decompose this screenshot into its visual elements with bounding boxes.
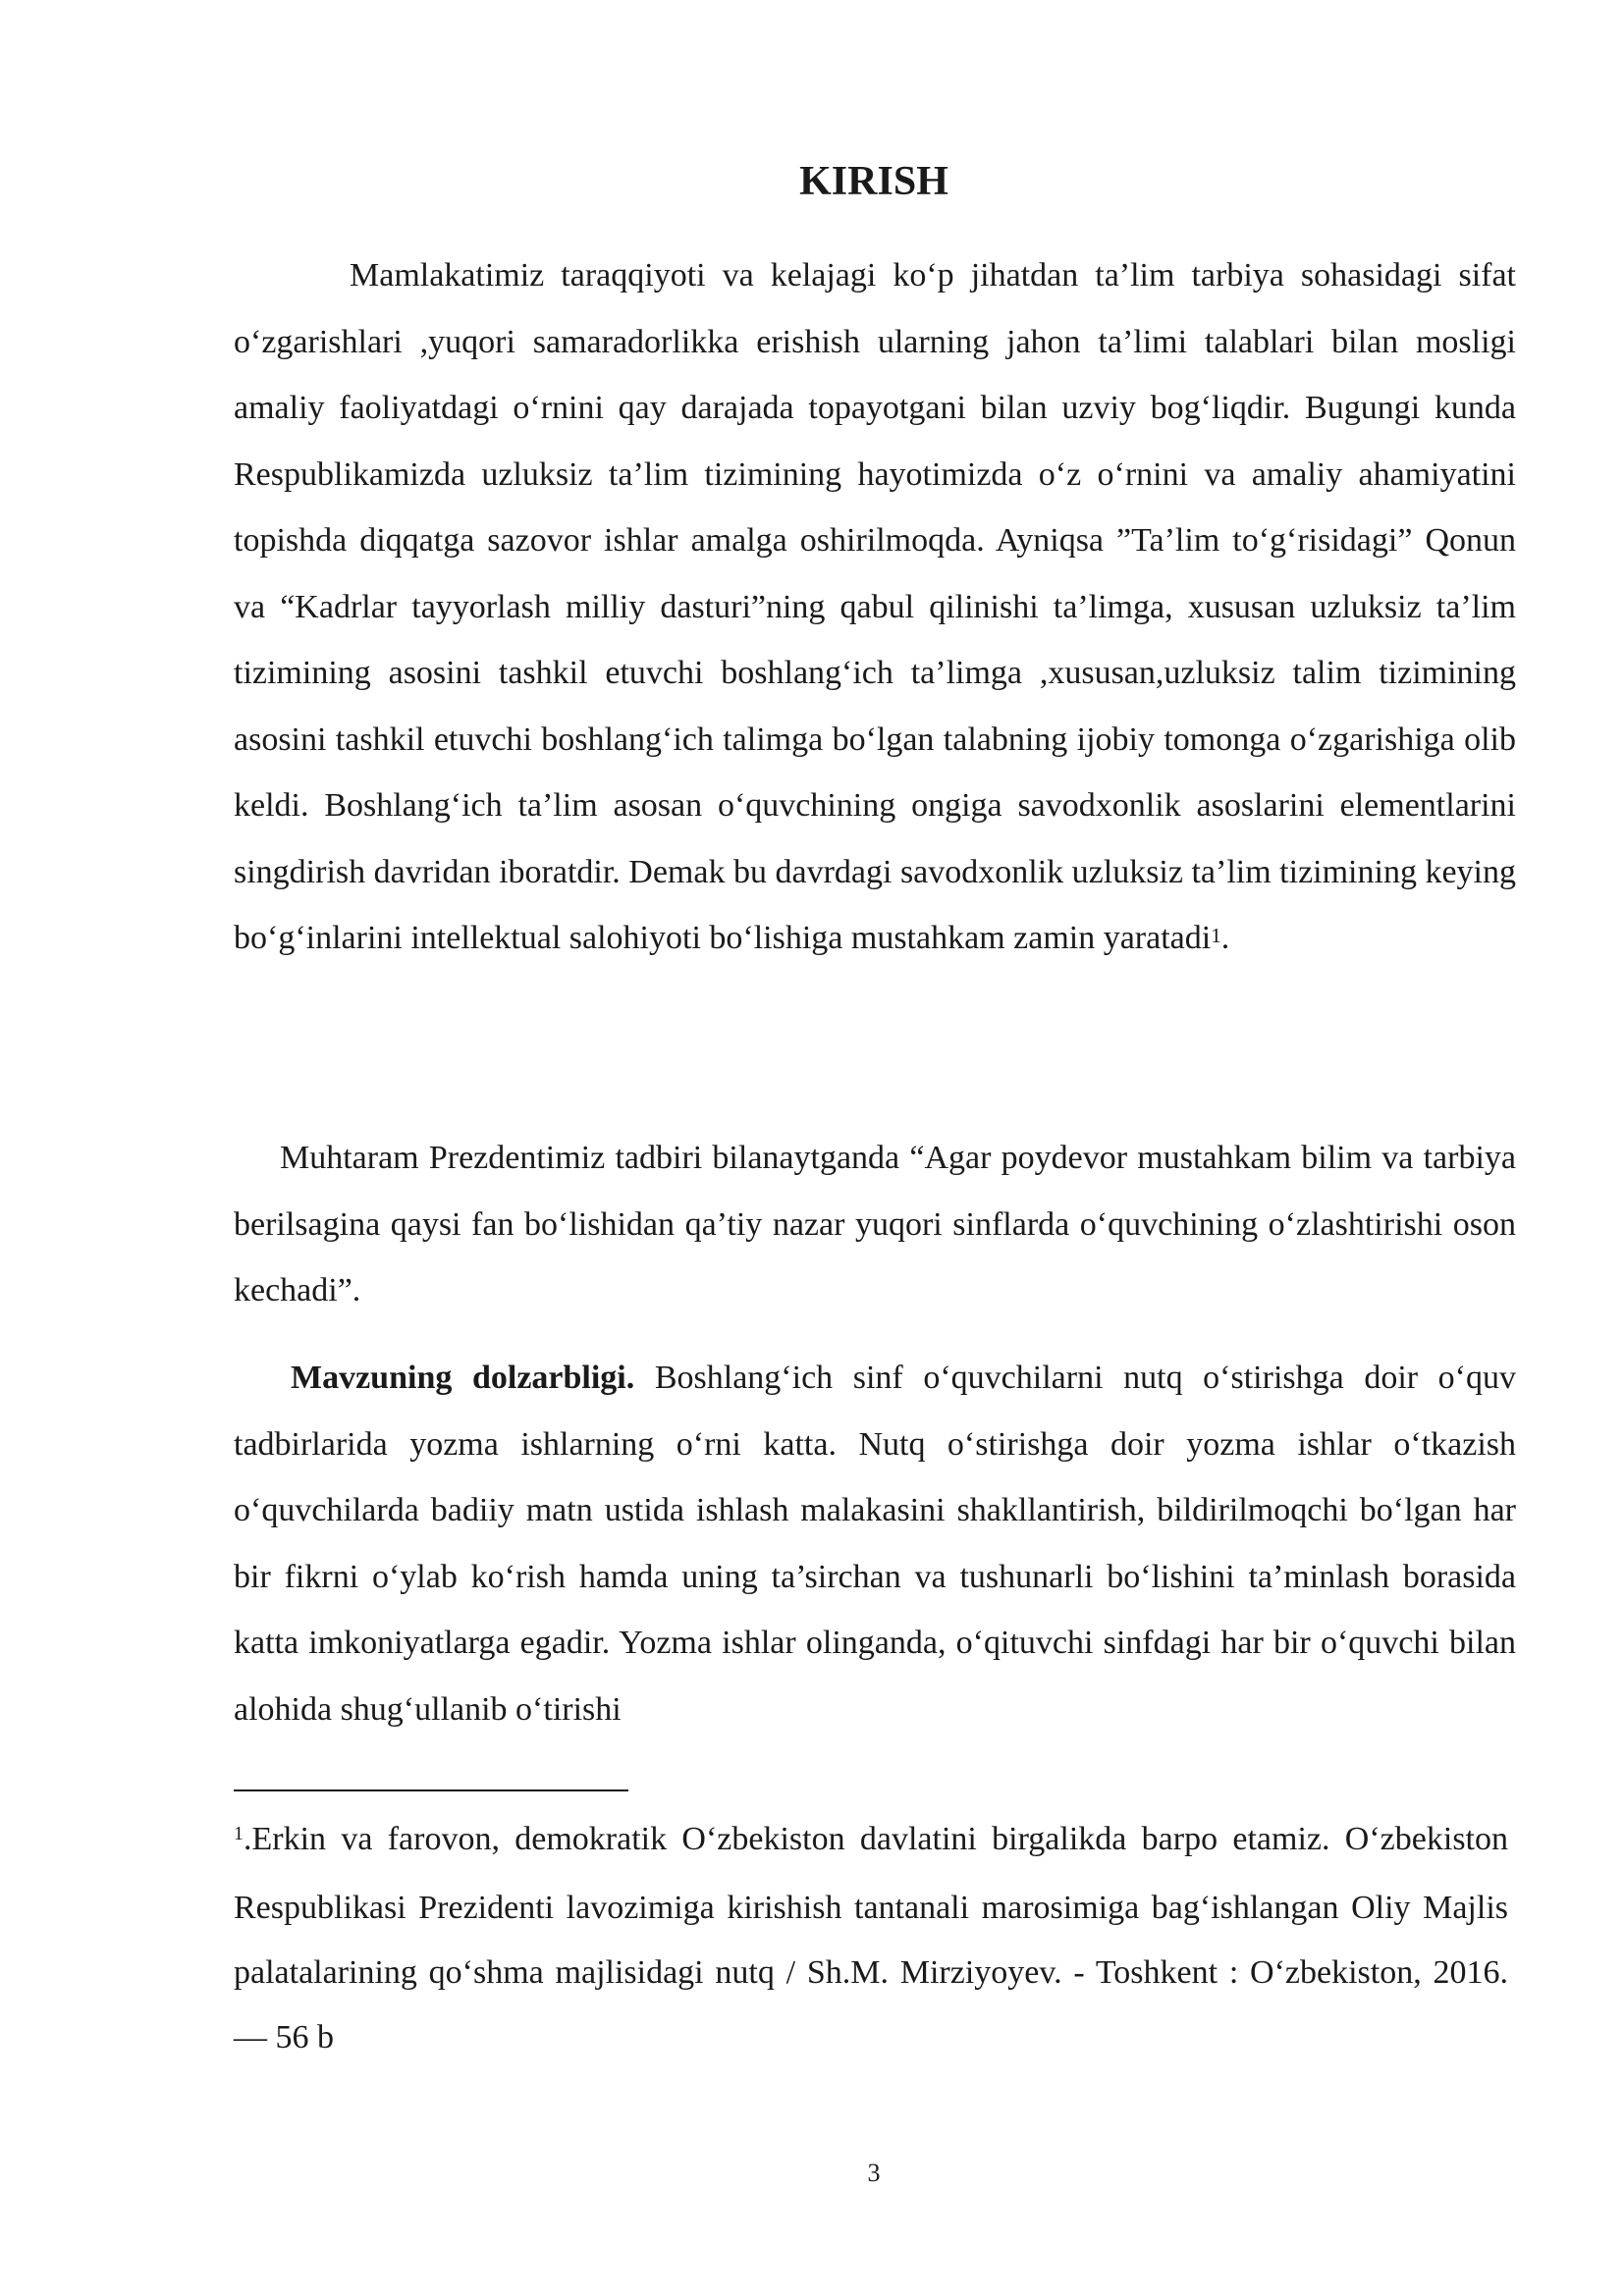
footnote-mark: 1: [234, 1823, 244, 1844]
footnote-reference[interactable]: 1: [1211, 924, 1221, 947]
relevance-heading: Mavzuning dolzarbligi.: [291, 1360, 635, 1396]
relevance-paragraph-text: Boshlang‘ich sinf o‘quvchilarni nutq o‘stirishga doir o‘quv tadbirlarida yozma ishlarning o‘rni katta. Nutq o‘stirishga doir yozma ishlar o‘tkazish o‘quvchilarda badiiy matn ustida ishlash malakasini shakllantirish, bildirilmoqchi bo‘lgan har bir fikrni o‘ylab ko‘rish hamda uning ta’sirchan va tushunarli bo‘lishini ta’minlash borasida katta imkoniyatlarga egadir. Yozma ishlar olinganda, o‘qituvchi sinfdagi har bir o‘quvchi bilan alohida shug‘ullanib o‘tirishi: [234, 1360, 1517, 1728]
intro-paragraph-end: .: [1220, 920, 1230, 956]
footnote-text: .Erkin va farovon, demokratik O‘zbekiston davlatini birgalikda barpo etamiz. O‘zbekiston Respublikasi Prezidenti lavozimiga kirishish tantanali marosimiga bag‘ishlangan Oliy Majlis palatalarining qo‘shma majlisidagi nutq / Sh.M. Mirziyoyev. - Toshkent : O‘zbekiston, 2016. — 56 b: [234, 1821, 1508, 2056]
relevance-paragraph: [234, 1345, 1516, 1742]
president-quote-paragraph: Muhtaram Prezdentimiz tadbiri bilanaytganda “Agar poydevor mustahkam bilim va tarbiya berilsagina qaysi fan bo‘lishidan qa’tiy nazar yuqori sinflarda o‘quvchining o‘zlashtirishi oson kechadi”.: [234, 1140, 1516, 1308]
page-title: KIRISH: [799, 159, 948, 204]
footnote-separator: [234, 1789, 628, 1791]
footnote: [234, 1807, 1508, 2070]
page-number: 3: [867, 2159, 881, 2187]
intro-paragraph: [234, 242, 1516, 972]
intro-paragraph-text: Mamlakatimiz taraqqiyoti va kelajagi ko‘p jihatdan ta’lim tarbiya sohasidagi sifat o‘zgarishlari ,yuqori samaradorlikka erishish ularning jahon ta’limi talablari bilan mosligi amaliy faoliyatdagi o‘rnini qay darajada topayotgani bilan uzviy bog‘liqdir. Bugungi kunda Respublikamizda uzluksiz ta’lim tizimining hayotimizda o‘z o‘rnini va amaliy ahamiyatini topishda diqqatga sazovor ishlar amalga oshirilmoqda. Ayniqsa ”Ta’lim to‘g‘risidagi” Qonun va “Kadrlar tayyorlash milliy dasturi”ning qabul qilinishi ta’limga, xususan uzluksiz ta’lim tizimining asosini tashkil etuvchi boshlang‘ich ta’limga ,xususan,uzluksiz talim tizimining asosini tashkil etuvchi boshlang‘ich talimga bo‘lgan talabning ijobiy tomonga o‘zgarishiga olib keldi. Boshlang‘ich ta’lim asosan o‘quvchining ongiga savodxonlik asoslarini elementlarini singdirish davridan iboratdir. Demak bu davrdagi savodxonlik uzluksiz ta’lim tizimining keying bo‘g‘inlarini intellektual salohiyoti bo‘lishiga mustahkam zamin yaratadi: [234, 257, 1516, 956]
